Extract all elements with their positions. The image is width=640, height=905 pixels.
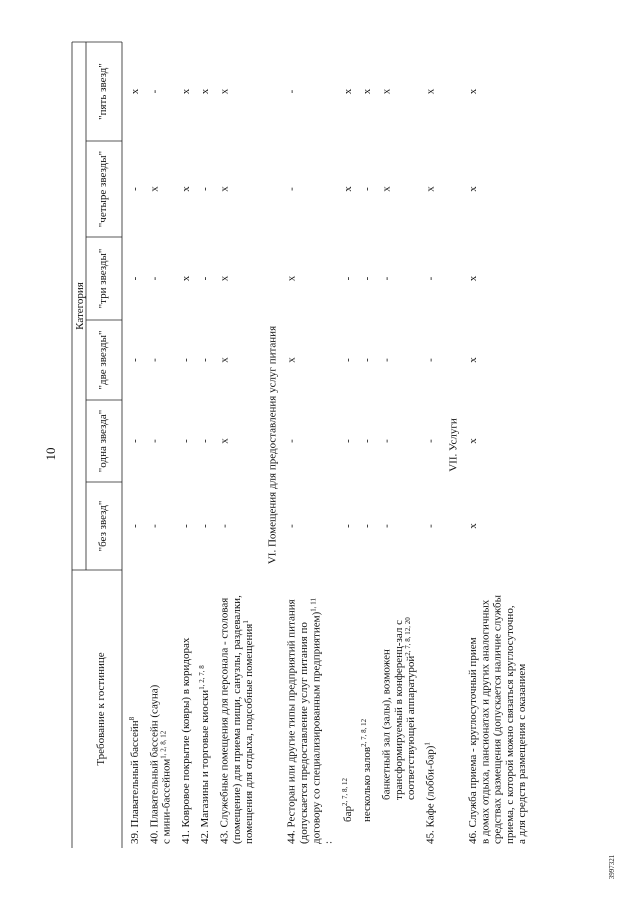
category-value-0: -: [380, 524, 393, 528]
category-value-4: -: [361, 187, 374, 191]
header-column-2: "две звезды": [97, 330, 109, 390]
category-value-4: -: [129, 187, 141, 191]
category-value-0: -: [285, 524, 298, 528]
category-value-0: -: [361, 524, 374, 528]
category-value-3: -: [380, 276, 393, 281]
requirement-text: 46. Служба приема - круглосуточный прием: [467, 637, 479, 844]
header-column-5: "пять звезд": [97, 63, 109, 120]
category-value-2: x: [285, 357, 298, 363]
section-heading: VII. Услуги: [447, 418, 460, 472]
header-column-3: "три звезды": [97, 248, 109, 309]
footnote-reference: 1, 2, 8, 12: [159, 730, 168, 759]
requirement-text: 43. Служебные помещения для персонала - столовая: [218, 597, 231, 844]
category-value-2: -: [129, 358, 141, 362]
category-value-2: -: [179, 358, 192, 362]
category-value-5: x: [380, 88, 393, 95]
category-value-2: -: [148, 358, 161, 362]
requirement-text: с мини-бассейном$^{1, 2, 8, 12}$: [159, 730, 173, 844]
category-value-4: x: [148, 186, 161, 192]
footnote-reference: 1, 11: [309, 597, 318, 612]
footnote-reference: 1: [242, 620, 251, 624]
header-category: Категория: [74, 282, 86, 330]
category-value-3: -: [148, 276, 161, 281]
category-value-2: -: [361, 358, 374, 362]
category-value-5: x: [424, 88, 437, 95]
requirement-text: трансформируемый в конференц-зал с: [392, 619, 405, 800]
requirement-text: приема, с которой можно связаться круглосуточно,: [503, 605, 516, 844]
requirement-text: (помещение) для приема пищи, санузлы, раздевалки,: [230, 595, 243, 844]
requirement-text: :: [322, 840, 335, 844]
requirement-text: договору со специализированным предприятием)$^{1, 11}$: [309, 597, 323, 844]
section-heading: VI. Помещения для предоставления услуг питания: [266, 325, 279, 565]
requirement-text: а для средств размещения с оказанием: [516, 663, 529, 844]
requirement-text: банкетный зал (залы), возможен: [380, 649, 393, 800]
category-value-1: -: [179, 439, 192, 443]
requirement-text: в домах отдыха, пансионатах и других аналогичных: [479, 599, 492, 844]
category-value-3: -: [424, 276, 437, 281]
category-value-1: -: [424, 439, 437, 443]
header-requirement: Требование к гостинице: [95, 652, 107, 766]
category-value-2: -: [380, 358, 393, 362]
category-value-3: x: [285, 275, 298, 282]
requirement-text: помещения для отдыха, подсобные помещения$^1$: [242, 620, 256, 844]
category-value-4: -: [199, 187, 212, 191]
category-value-4: -: [285, 187, 298, 191]
category-value-4: x: [179, 186, 192, 192]
category-value-0: -: [129, 524, 141, 528]
category-value-1: x: [467, 438, 479, 444]
category-value-5: x: [129, 88, 141, 95]
table-rotated-group: [72, 42, 528, 848]
category-value-1: -: [129, 439, 141, 443]
requirement-text: 45. Кафе (лобби-бар)$^1$: [423, 742, 437, 844]
category-value-1: -: [380, 439, 393, 443]
category-value-5: x: [179, 88, 192, 95]
category-value-4: x: [467, 186, 479, 192]
category-value-3: x: [179, 275, 192, 282]
category-value-2: -: [199, 358, 212, 362]
header-column-1: "одна звезда": [97, 409, 109, 473]
category-value-4: x: [380, 186, 393, 192]
footnote-reference: 1, 2, 7, 8: [198, 665, 207, 690]
category-value-3: -: [129, 276, 141, 281]
requirement-text: соответствующей аппаратурой$^{2, 7, 8, 12, 20}$: [404, 617, 418, 800]
category-value-5: -: [148, 89, 161, 94]
requirement-text: средствах размещения (допускается наличие службы: [491, 594, 504, 844]
footnote-reference: 8: [128, 716, 136, 721]
page-number: 10: [43, 447, 58, 461]
category-value-0: -: [424, 524, 437, 528]
category-value-2: x: [467, 357, 479, 363]
category-value-3: -: [341, 276, 354, 281]
footnote-reference: 2, 7, 8, 12, 20: [404, 617, 413, 656]
footnote-reference: 2, 7, 8, 12: [360, 718, 369, 747]
category-value-5: x: [218, 88, 231, 95]
category-value-2: -: [424, 358, 437, 362]
requirement-text: бар$^{2, 7, 8, 12}$: [340, 778, 354, 822]
category-value-5: -: [285, 89, 298, 94]
category-value-1: -: [341, 439, 354, 443]
category-value-1: x: [218, 438, 231, 444]
category-value-3: x: [218, 275, 231, 282]
document-code: 3997321: [608, 854, 616, 880]
requirement-text: 42. Магазины и торговые киоски$^{1, 2, 7, 8}$: [198, 665, 212, 844]
category-value-5: x: [199, 88, 212, 95]
requirement-text: 39. Плавательный бассейн$^8$: [128, 716, 141, 844]
category-value-4: x: [218, 186, 231, 192]
category-value-4: x: [424, 186, 437, 192]
footnote-reference: 2, 7, 8, 12: [340, 778, 349, 807]
category-value-1: -: [285, 439, 298, 443]
category-value-0: -: [148, 524, 161, 528]
category-value-3: -: [361, 276, 374, 281]
category-value-0: -: [179, 524, 192, 528]
category-value-3: x: [467, 275, 479, 282]
category-value-5: x: [341, 88, 354, 95]
category-value-4: x: [341, 186, 354, 192]
requirement-text: 40. Плавательный бассейн (сауна): [148, 684, 161, 844]
category-value-1: -: [148, 439, 161, 443]
category-value-0: x: [467, 523, 479, 529]
category-value-0: -: [341, 524, 354, 528]
requirement-text: 44. Ресторан или другие типы предприятий питания: [285, 599, 298, 844]
category-value-5: x: [361, 88, 374, 95]
category-value-2: -: [341, 358, 354, 362]
requirement-text: 41. Ковровое покрытие (ковры) в коридорах: [179, 637, 192, 844]
category-value-5: x: [467, 88, 479, 95]
category-value-2: x: [218, 357, 231, 363]
requirement-text: несколько залов$^{2, 7, 8, 12}$: [360, 718, 374, 822]
header-column-0: "без звезд": [97, 500, 109, 552]
category-value-0: -: [218, 524, 231, 528]
category-value-1: -: [361, 439, 374, 443]
category-value-0: -: [199, 524, 212, 528]
header-column-4: "четыре звезды": [97, 150, 109, 228]
category-value-3: -: [199, 276, 212, 281]
footnote-reference: 1: [423, 742, 432, 746]
category-value-1: -: [199, 439, 212, 443]
requirement-text: (допускается предоставление услуг питания по: [298, 622, 310, 844]
